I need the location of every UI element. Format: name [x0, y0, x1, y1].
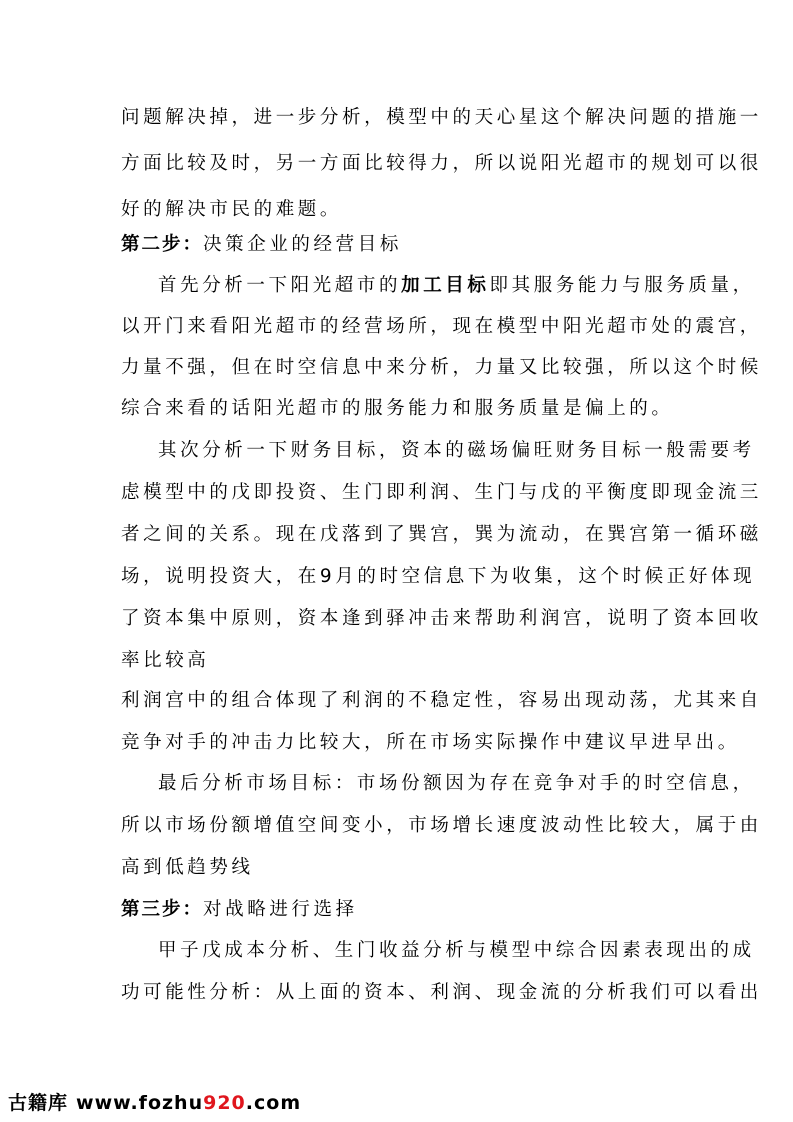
- text-line: 问题解决掉，进一步分析，模型中的天心星这个解决问题的措施一: [121, 107, 762, 128]
- text-line: 其次分析一下财务目标，资本的磁场偏旺财务目标一般需要考: [158, 440, 755, 461]
- text-line: 高到低趋势线: [121, 857, 254, 878]
- text-line: [158, 275, 755, 297]
- footer-url-part: www.fozhu: [76, 1092, 204, 1114]
- text-line: 最后分析市场目标：市场份额因为存在竞争对手的时空信息，: [158, 773, 755, 794]
- text-line: 以开门来看阳光超市的经营场所，现在模型中阳光超市处的震宫，: [121, 316, 762, 337]
- text-line: 利润宫中的组合体现了利润的不稳定性，容易出现动荡，尤其来自: [121, 690, 762, 711]
- text-line: 功可能性分析：从上面的资本、利润、现金流的分析我们可以看出: [121, 982, 762, 1003]
- text-line: 力量不强，但在时空信息中来分析，力量又比较强，所以这个时候: [121, 357, 762, 378]
- step-label: 第三步：: [121, 899, 204, 920]
- watermark-footer: [8, 1088, 301, 1115]
- text-span: 首先分析一下阳光超市的: [158, 275, 402, 296]
- text-span: 即其服务能力与服务质量，: [489, 275, 755, 296]
- emphasis-text: 加工目标: [401, 275, 490, 296]
- text-line: 所以市场份额增值空间变小，市场增长速度波动性比较大，属于由: [121, 815, 762, 836]
- text-line: 场，说明投资大，在9月的时空信息下为收集，这个时候正好体现: [121, 566, 756, 587]
- footer-brand: 古籍库: [8, 1092, 69, 1114]
- footer-url-suffix: .com: [245, 1092, 302, 1114]
- text-line: 方面比较及时，另一方面比较得力，所以说阳光超市的规划可以很: [121, 153, 762, 174]
- text-line: 好的解决市民的难题。: [121, 199, 343, 220]
- footer-url-number: 920: [203, 1092, 246, 1114]
- text-line: 者之间的关系。现在戊落到了巽宫，巽为流动，在巽宫第一循环磁: [121, 524, 762, 545]
- text-line: 虑模型中的戊即投资、生门即利润、生门与戊的平衡度即现金流三: [121, 482, 762, 503]
- text-line: 甲子戊成本分析、生门收益分析与模型中综合因素表现出的成: [158, 940, 755, 961]
- text-line: 率比较高: [121, 650, 210, 671]
- text-line: 了资本集中原则，资本逢到驿冲击来帮助利润宫，说明了资本回收: [121, 608, 762, 629]
- step-label: 第二步：: [121, 234, 204, 255]
- step2-heading: [121, 234, 666, 256]
- step-title: 决策企业的经营目标: [203, 234, 402, 255]
- step3-heading: [121, 899, 666, 921]
- step-title: 对战略进行选择: [203, 899, 358, 920]
- text-line: 竞争对手的冲击力比较大，所在市场实际操作中建议早进早出。: [121, 732, 740, 753]
- text-line: 综合来看的话阳光超市的服务能力和服务质量是偏上的。: [121, 398, 674, 419]
